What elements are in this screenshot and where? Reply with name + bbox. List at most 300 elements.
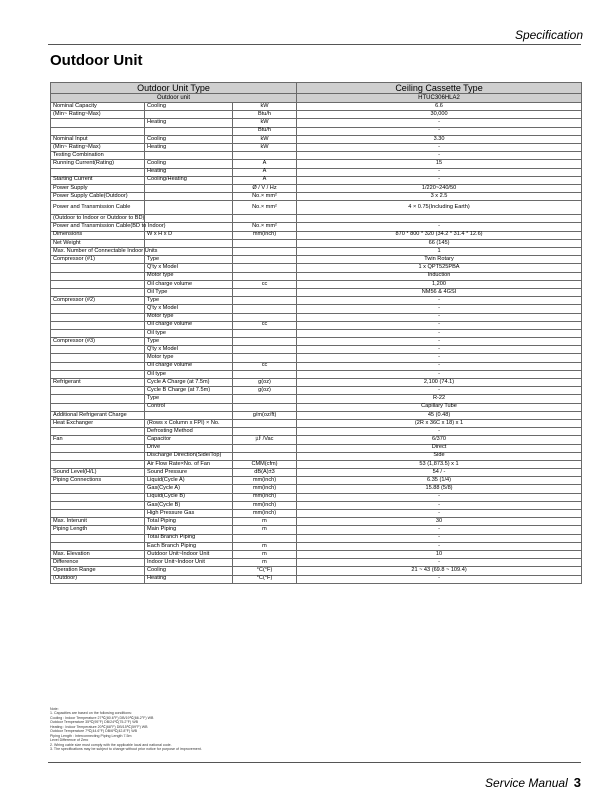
cell-unit <box>233 272 297 280</box>
cell-condition: Motor type <box>145 354 233 362</box>
cell-value: Capillary Tube <box>297 403 582 411</box>
cell-condition <box>145 127 233 135</box>
cell-value: - <box>297 168 582 176</box>
table-row <box>51 193 582 201</box>
cell-unit <box>233 403 297 411</box>
cell-unit: m <box>233 542 297 550</box>
cell-item: (Outdoor to Indoor or Outdoor to BD) <box>51 215 145 223</box>
cell-value: - <box>297 119 582 127</box>
cell-value: - <box>297 321 582 329</box>
cell-condition: Liquid(Cycle B) <box>145 493 233 501</box>
cell-item <box>51 501 145 509</box>
cell-item <box>51 370 145 378</box>
cell-condition: Indoor Unit~Indoor Unit <box>145 559 233 567</box>
cell-condition: W x H x D <box>145 231 233 239</box>
cell-item: Piping Length <box>51 526 145 534</box>
cell-value: - <box>297 428 582 436</box>
cell-unit: g(oz) <box>233 387 297 395</box>
footer-manual-title: Service Manual <box>485 776 568 790</box>
cell-unit: g/m(oz/ft) <box>233 411 297 419</box>
cell-value: - <box>297 305 582 313</box>
cell-condition <box>145 201 233 215</box>
cell-unit: m <box>233 518 297 526</box>
cell-value: 3 x 2.5 <box>297 193 582 201</box>
cell-item: Difference <box>51 559 145 567</box>
cell-item: Compressor (#1) <box>51 256 145 264</box>
table-row <box>51 231 582 239</box>
cell-value: 6.35 (1/4) <box>297 477 582 485</box>
cell-condition: Heating <box>145 119 233 127</box>
cell-item: Power Supply <box>51 184 145 192</box>
note-line: Outdoor Temperature 35℃(95°F) DB/24℃(75.2°F) WB <box>50 720 138 725</box>
cell-unit: °C(°F) <box>233 567 297 575</box>
cell-item <box>51 460 145 468</box>
cell-value: 30,000 <box>297 111 582 119</box>
cell-item: Running Current(Rating) <box>51 160 145 168</box>
cell-unit <box>233 239 297 247</box>
cell-condition: Discharge Direction(Side/Top) <box>145 452 233 460</box>
note-line: Piping Length : Interconnecting Piping Length 7.5m <box>50 733 132 738</box>
cell-item <box>51 362 145 370</box>
header-outdoor-unit-type: Outdoor Unit Type <box>51 83 297 94</box>
note-line: 3. The specifications may be subject to change without prior notice for purpose of improvement. <box>50 747 202 752</box>
cell-unit: kW <box>233 143 297 151</box>
cell-value: - <box>297 338 582 346</box>
cell-item: Net Weight <box>51 239 145 247</box>
table-row <box>51 444 582 452</box>
table-row <box>51 411 582 419</box>
table-row <box>51 485 582 493</box>
note-line: Heating : Indoor Temperature 20℃(68°F) DB/15℃(59°F) WB <box>50 724 148 729</box>
cell-condition: Main Piping <box>145 526 233 534</box>
cell-unit: mm(inch) <box>233 477 297 485</box>
cell-value: - <box>297 501 582 509</box>
table-row <box>51 176 582 184</box>
table-row <box>51 264 582 272</box>
cell-unit: kW <box>233 103 297 111</box>
cell-condition <box>145 152 233 160</box>
cell-value: - <box>297 510 582 518</box>
cell-unit <box>233 419 297 427</box>
note-line: 1. Capacities are based on the following conditions: <box>50 711 132 716</box>
cell-condition: Motor type <box>145 313 233 321</box>
cell-unit: A <box>233 176 297 184</box>
table-row <box>51 143 582 151</box>
cell-condition: Each Branch Piping <box>145 542 233 550</box>
cell-item: Heat Exchanger <box>51 419 145 427</box>
header-rule <box>48 44 581 45</box>
table-row <box>51 119 582 127</box>
cell-value: - <box>297 493 582 501</box>
cell-value: 10 <box>297 550 582 558</box>
cell-condition: Oil charge volume <box>145 321 233 329</box>
cell-unit: m <box>233 526 297 534</box>
cell-unit: mm(inch) <box>233 231 297 239</box>
cell-value: 1/220~240/50 <box>297 184 582 192</box>
cell-value: - <box>297 313 582 321</box>
table-row <box>51 362 582 370</box>
table-row <box>51 111 582 119</box>
cell-condition: Oil charge volume <box>145 280 233 288</box>
cell-unit: No.× mm² <box>233 201 297 215</box>
cell-unit: mm(inch) <box>233 501 297 509</box>
cell-value: 4 × 0.75(Including Earth) <box>297 201 582 215</box>
cell-value: (2R x 36C x 18) x 1 <box>297 419 582 427</box>
table-row <box>51 387 582 395</box>
cell-unit: kW <box>233 135 297 143</box>
cell-item: Fan <box>51 436 145 444</box>
note-line: Cooling : Indoor Temperature 27℃(80.6°F) DB/19℃(66.2°F) WB <box>50 715 154 720</box>
cell-value: - <box>297 329 582 337</box>
cell-condition: (Rows x Column x FPI) × No. <box>145 419 233 427</box>
cell-value: 30 <box>297 518 582 526</box>
cell-unit <box>233 354 297 362</box>
cell-item <box>51 534 145 542</box>
table-row <box>51 329 582 337</box>
table-row <box>51 223 582 231</box>
table-row <box>51 493 582 501</box>
table-row <box>51 288 582 296</box>
cell-value: 1 x QPT525PBA <box>297 264 582 272</box>
cell-unit: mm(inch) <box>233 485 297 493</box>
cell-condition: Oil type <box>145 329 233 337</box>
cell-value: - <box>297 354 582 362</box>
table-row <box>51 305 582 313</box>
cell-condition: Oil charge volume <box>145 362 233 370</box>
table-row <box>51 321 582 329</box>
cell-value: - <box>297 542 582 550</box>
cell-item <box>51 403 145 411</box>
cell-value: Direct <box>297 444 582 452</box>
cell-unit: m <box>233 550 297 558</box>
cell-condition: Heating <box>145 143 233 151</box>
cell-value: 1,200 <box>297 280 582 288</box>
cell-condition: Type <box>145 256 233 264</box>
cell-item <box>51 387 145 395</box>
cell-condition: Capacitor <box>145 436 233 444</box>
subheader-outdoor-unit: Outdoor unit <box>51 94 297 103</box>
cell-condition: Oil type <box>145 370 233 378</box>
header-model-type: Ceiling Cassette Type <box>297 83 582 94</box>
table-row <box>51 379 582 387</box>
cell-unit <box>233 338 297 346</box>
cell-item <box>51 119 145 127</box>
cell-condition: Liquid(Cycle A) <box>145 477 233 485</box>
cell-unit: ㎌ /Vac <box>233 436 297 444</box>
cell-condition <box>145 248 233 256</box>
cell-unit <box>233 264 297 272</box>
cell-condition: Type <box>145 297 233 305</box>
cell-item: Power and Transmission Cable(BD to Indoor) <box>51 223 145 231</box>
cell-item: Sound Level(H/L) <box>51 469 145 477</box>
cell-unit <box>233 534 297 542</box>
cell-unit: CMM(cfm) <box>233 460 297 468</box>
cell-item: Refrigerant <box>51 379 145 387</box>
cell-unit <box>233 370 297 378</box>
cell-value: 6.6 <box>297 103 582 111</box>
cell-item <box>51 288 145 296</box>
cell-unit: cc <box>233 362 297 370</box>
table-row <box>51 248 582 256</box>
cell-item: Nominal Input <box>51 135 145 143</box>
cell-condition: Type <box>145 395 233 403</box>
table-row <box>51 239 582 247</box>
cell-condition: Gas(Cycle A) <box>145 485 233 493</box>
cell-value: 1 <box>297 248 582 256</box>
cell-unit <box>233 215 297 223</box>
cell-value: 6/370 <box>297 436 582 444</box>
cell-condition: Sound Pressure <box>145 469 233 477</box>
cell-unit: cc <box>233 321 297 329</box>
table-row <box>51 313 582 321</box>
cell-value: - <box>297 152 582 160</box>
cell-item <box>51 280 145 288</box>
cell-unit: A <box>233 160 297 168</box>
cell-unit: °C(°F) <box>233 575 297 583</box>
cell-unit: No.× mm² <box>233 223 297 231</box>
table-row <box>51 297 582 305</box>
cell-condition: Cooling/Heating <box>145 176 233 184</box>
cell-value: 2,100 (74.1) <box>297 379 582 387</box>
cell-item <box>51 313 145 321</box>
cell-value: - <box>297 143 582 151</box>
cell-item <box>51 264 145 272</box>
cell-item: Power and Transmission Cable <box>51 201 145 215</box>
table-row <box>51 215 582 223</box>
cell-condition <box>145 111 233 119</box>
subheader-model-number: HTUC306HLA2 <box>297 94 582 103</box>
cell-value <box>297 215 582 223</box>
table-row <box>51 403 582 411</box>
cell-condition <box>145 411 233 419</box>
cell-condition: Heating <box>145 168 233 176</box>
cell-item <box>51 485 145 493</box>
cell-condition: Motor type <box>145 272 233 280</box>
cell-item <box>51 428 145 436</box>
cell-unit <box>233 329 297 337</box>
cell-unit <box>233 395 297 403</box>
cell-item: Max. Interunit <box>51 518 145 526</box>
cell-unit <box>233 305 297 313</box>
cell-item: (Outdoor) <box>51 575 145 583</box>
table-row <box>51 395 582 403</box>
table-row <box>51 542 582 550</box>
table-row <box>51 428 582 436</box>
cell-condition <box>145 215 233 223</box>
cell-value: - <box>297 362 582 370</box>
cell-item: (Min~ Rating~Max) <box>51 111 145 119</box>
table-row <box>51 184 582 192</box>
table-row <box>51 354 582 362</box>
footer <box>485 775 581 790</box>
cell-value: NM56 & 4GSI <box>297 288 582 296</box>
cell-item: Compressor (#3) <box>51 338 145 346</box>
cell-value: 45 (0.48) <box>297 411 582 419</box>
cell-condition: Cooling <box>145 567 233 575</box>
table-row <box>51 469 582 477</box>
cell-unit: No.× mm² <box>233 193 297 201</box>
note-line: Note: <box>50 707 59 711</box>
cell-item <box>51 305 145 313</box>
cell-condition: Type <box>145 338 233 346</box>
cell-unit: g(oz) <box>233 379 297 387</box>
page-title: Outdoor Unit <box>50 52 143 69</box>
table-row <box>51 346 582 354</box>
cell-condition: High Pressure Gas <box>145 510 233 518</box>
cell-value: - <box>297 575 582 583</box>
cell-value: 870 * 800 * 320 (34.2 * 31.4 * 12.6) <box>297 231 582 239</box>
table-row <box>51 575 582 583</box>
cell-item <box>51 452 145 460</box>
cell-condition: Control <box>145 403 233 411</box>
cell-condition: Air Flow Rate×No. of Fan <box>145 460 233 468</box>
cell-item: (Min~ Rating~Max) <box>51 143 145 151</box>
table-row <box>51 256 582 264</box>
cell-condition: Q'ty x Model <box>145 305 233 313</box>
cell-item <box>51 493 145 501</box>
cell-item: Compressor (#2) <box>51 297 145 305</box>
table-row <box>51 127 582 135</box>
table-row <box>51 534 582 542</box>
notes <box>50 707 202 752</box>
cell-condition: Drive <box>145 444 233 452</box>
cell-condition: Gas(Cycle B) <box>145 501 233 509</box>
cell-condition: Cooling <box>145 103 233 111</box>
cell-condition <box>145 184 233 192</box>
cell-unit: A <box>233 168 297 176</box>
spec-table <box>50 82 582 584</box>
cell-unit: Ø / V / Hz <box>233 184 297 192</box>
cell-condition: Total Branch Piping <box>145 534 233 542</box>
cell-item: Operation Range <box>51 567 145 575</box>
table-header-row <box>51 83 582 94</box>
table-row <box>51 419 582 427</box>
cell-value: 3.30 <box>297 135 582 143</box>
table-row <box>51 280 582 288</box>
cell-value: - <box>297 526 582 534</box>
cell-item <box>51 395 145 403</box>
cell-unit: Btu/h <box>233 127 297 135</box>
cell-value: 66 (145) <box>297 239 582 247</box>
cell-unit: mm(inch) <box>233 493 297 501</box>
cell-unit <box>233 248 297 256</box>
cell-item: Power Supply Cable(Outdoor) <box>51 193 145 201</box>
section-header: Specification <box>514 28 583 42</box>
cell-item <box>51 510 145 518</box>
cell-unit: kW <box>233 119 297 127</box>
cell-unit <box>233 452 297 460</box>
table-row <box>51 160 582 168</box>
cell-item <box>51 168 145 176</box>
cell-value: - <box>297 387 582 395</box>
cell-value: 21 ~ 43 (69.8 ~ 109.4) <box>297 567 582 575</box>
cell-unit <box>233 428 297 436</box>
cell-condition <box>145 193 233 201</box>
footer-rule <box>48 762 581 763</box>
cell-item <box>51 321 145 329</box>
cell-value: 53 (1,873.5) x 1 <box>297 460 582 468</box>
cell-item: Testing Combination <box>51 152 145 160</box>
cell-item: Piping Connections <box>51 477 145 485</box>
cell-value: Twin Rotary <box>297 256 582 264</box>
cell-value: R-22 <box>297 395 582 403</box>
cell-condition: Oil Type <box>145 288 233 296</box>
cell-unit: mm(inch) <box>233 510 297 518</box>
cell-item: Max. Number of Connectable Indoor Units <box>51 248 145 256</box>
table-row <box>51 272 582 280</box>
cell-item: Starting Current <box>51 176 145 184</box>
cell-value: - <box>297 346 582 354</box>
cell-item: Additional Refrigerant Charge <box>51 411 145 419</box>
page-number: 3 <box>573 775 581 790</box>
cell-condition: Cycle A Charge (at 7.5m) <box>145 379 233 387</box>
cell-item: Nominal Capacity <box>51 103 145 111</box>
cell-condition: Q'ty x Model <box>145 346 233 354</box>
table-row <box>51 518 582 526</box>
cell-value: - <box>297 127 582 135</box>
cell-value: Induction <box>297 272 582 280</box>
table-row <box>51 152 582 160</box>
cell-item <box>51 346 145 354</box>
table-row <box>51 526 582 534</box>
cell-unit <box>233 152 297 160</box>
cell-value: - <box>297 223 582 231</box>
cell-condition: Outdoor Unit~Indoor Unit <box>145 550 233 558</box>
cell-item <box>51 272 145 280</box>
cell-unit: cc <box>233 280 297 288</box>
table-row <box>51 370 582 378</box>
table-row <box>51 436 582 444</box>
cell-value: 15 <box>297 160 582 168</box>
note-line: Level Difference of Zero <box>50 738 89 743</box>
cell-item: Dimensions <box>51 231 145 239</box>
cell-item <box>51 329 145 337</box>
table-subheader-row <box>51 94 582 103</box>
cell-unit <box>233 288 297 296</box>
table-row <box>51 338 582 346</box>
cell-item <box>51 542 145 550</box>
table-row <box>51 460 582 468</box>
cell-item <box>51 354 145 362</box>
cell-unit <box>233 256 297 264</box>
cell-unit <box>233 444 297 452</box>
table-row <box>51 452 582 460</box>
cell-condition: Defrosting Method <box>145 428 233 436</box>
cell-item: Max. Elevation <box>51 550 145 558</box>
cell-condition: Heating <box>145 575 233 583</box>
table-row <box>51 201 582 215</box>
cell-unit: dB(A)±3 <box>233 469 297 477</box>
table-row <box>51 477 582 485</box>
table-row <box>51 501 582 509</box>
cell-value: - <box>297 370 582 378</box>
table-row <box>51 550 582 558</box>
cell-item <box>51 127 145 135</box>
table-row <box>51 135 582 143</box>
cell-value: - <box>297 176 582 184</box>
table-row <box>51 567 582 575</box>
cell-value: 54 / - <box>297 469 582 477</box>
cell-value: - <box>297 534 582 542</box>
cell-unit <box>233 313 297 321</box>
table-row <box>51 559 582 567</box>
cell-condition: Cycle B Charge (at 7.5m) <box>145 387 233 395</box>
cell-value: 15.88 (5/8) <box>297 485 582 493</box>
note-line: 2. Wiring cable size must comply with the applicable local and national code. <box>50 742 172 747</box>
cell-condition <box>145 239 233 247</box>
cell-value: - <box>297 297 582 305</box>
cell-condition: Q'ty x Model <box>145 264 233 272</box>
